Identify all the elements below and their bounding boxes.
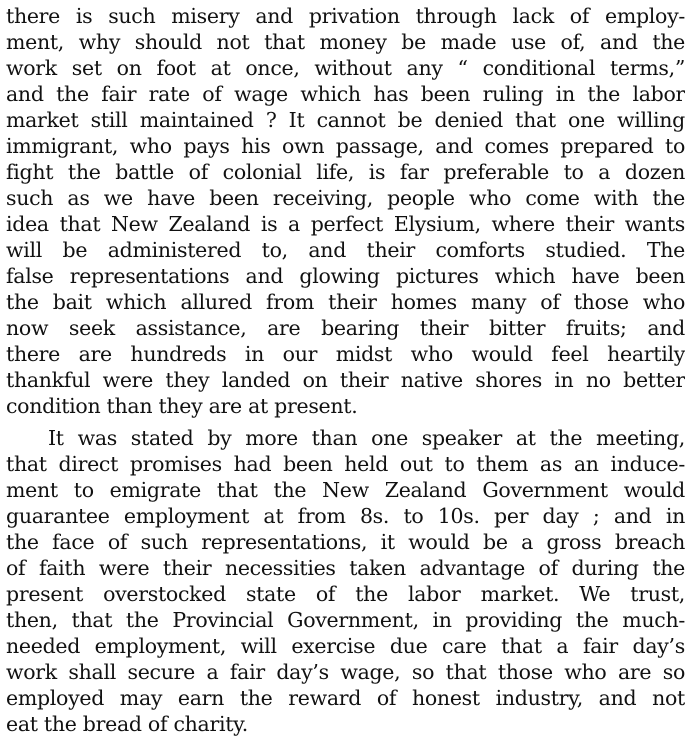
text-line: there are hundreds in our midst who would feel heartily	[6, 342, 685, 366]
text-line: then, that the Provincial Government, in providing the much-	[6, 608, 685, 632]
text-line: there is such misery and privation through lack of employ-	[6, 4, 685, 28]
text-line: such as we have been receiving, people who come with the	[6, 186, 685, 210]
paragraph-end-line: eat the bread of charity.	[6, 712, 248, 736]
text-line: will be administered to, and their comforts studied. The	[6, 238, 685, 262]
text-line: needed employment, will exercise due care that a fair day’s	[6, 634, 685, 658]
text-line: that direct promises had been held out to them as an induce-	[6, 452, 685, 476]
text-line: market still maintained ? It cannot be denied that one willing	[6, 108, 685, 132]
paragraph-start-line: It was stated by more than one speaker at the meeting,	[48, 426, 685, 450]
text-line: guarantee employment at from 8s. to 10s. per day ; and in	[6, 504, 685, 528]
text-line: immigrant, who pays his own passage, and comes prepared to	[6, 134, 685, 158]
text-line: fight the battle of colonial life, is far preferable to a dozen	[6, 160, 685, 184]
text-line: employed may earn the reward of honest industry, and not	[6, 686, 685, 710]
text-line: now seek assistance, are bearing their bitter fruits; and	[6, 316, 685, 340]
text-line: ment to emigrate that the New Zealand Government would	[6, 478, 685, 502]
text-line: idea that New Zealand is a perfect Elysium, where their wants	[6, 212, 685, 236]
text-line: the bait which allured from their homes many of those who	[6, 290, 685, 314]
text-line: and the fair rate of wage which has been ruling in the labor	[6, 82, 685, 106]
paragraph-end-line: condition than they are at present.	[6, 394, 358, 418]
text-line: of faith were their necessities taken advantage of during the	[6, 556, 685, 580]
text-line: the face of such representations, it would be a gross breach	[6, 530, 685, 554]
text-line: work set on foot at once, without any “ conditional terms,”	[6, 56, 685, 80]
text-line: ment, why should not that money be made use of, and the	[6, 30, 685, 54]
text-line: thankful were they landed on their native shores in no better	[6, 368, 685, 392]
text-line: present overstocked state of the labor market. We trust,	[6, 582, 685, 606]
text-line: false representations and glowing pictures which have been	[6, 264, 685, 288]
text-line: work shall secure a fair day’s wage, so that those who are so	[6, 660, 685, 684]
